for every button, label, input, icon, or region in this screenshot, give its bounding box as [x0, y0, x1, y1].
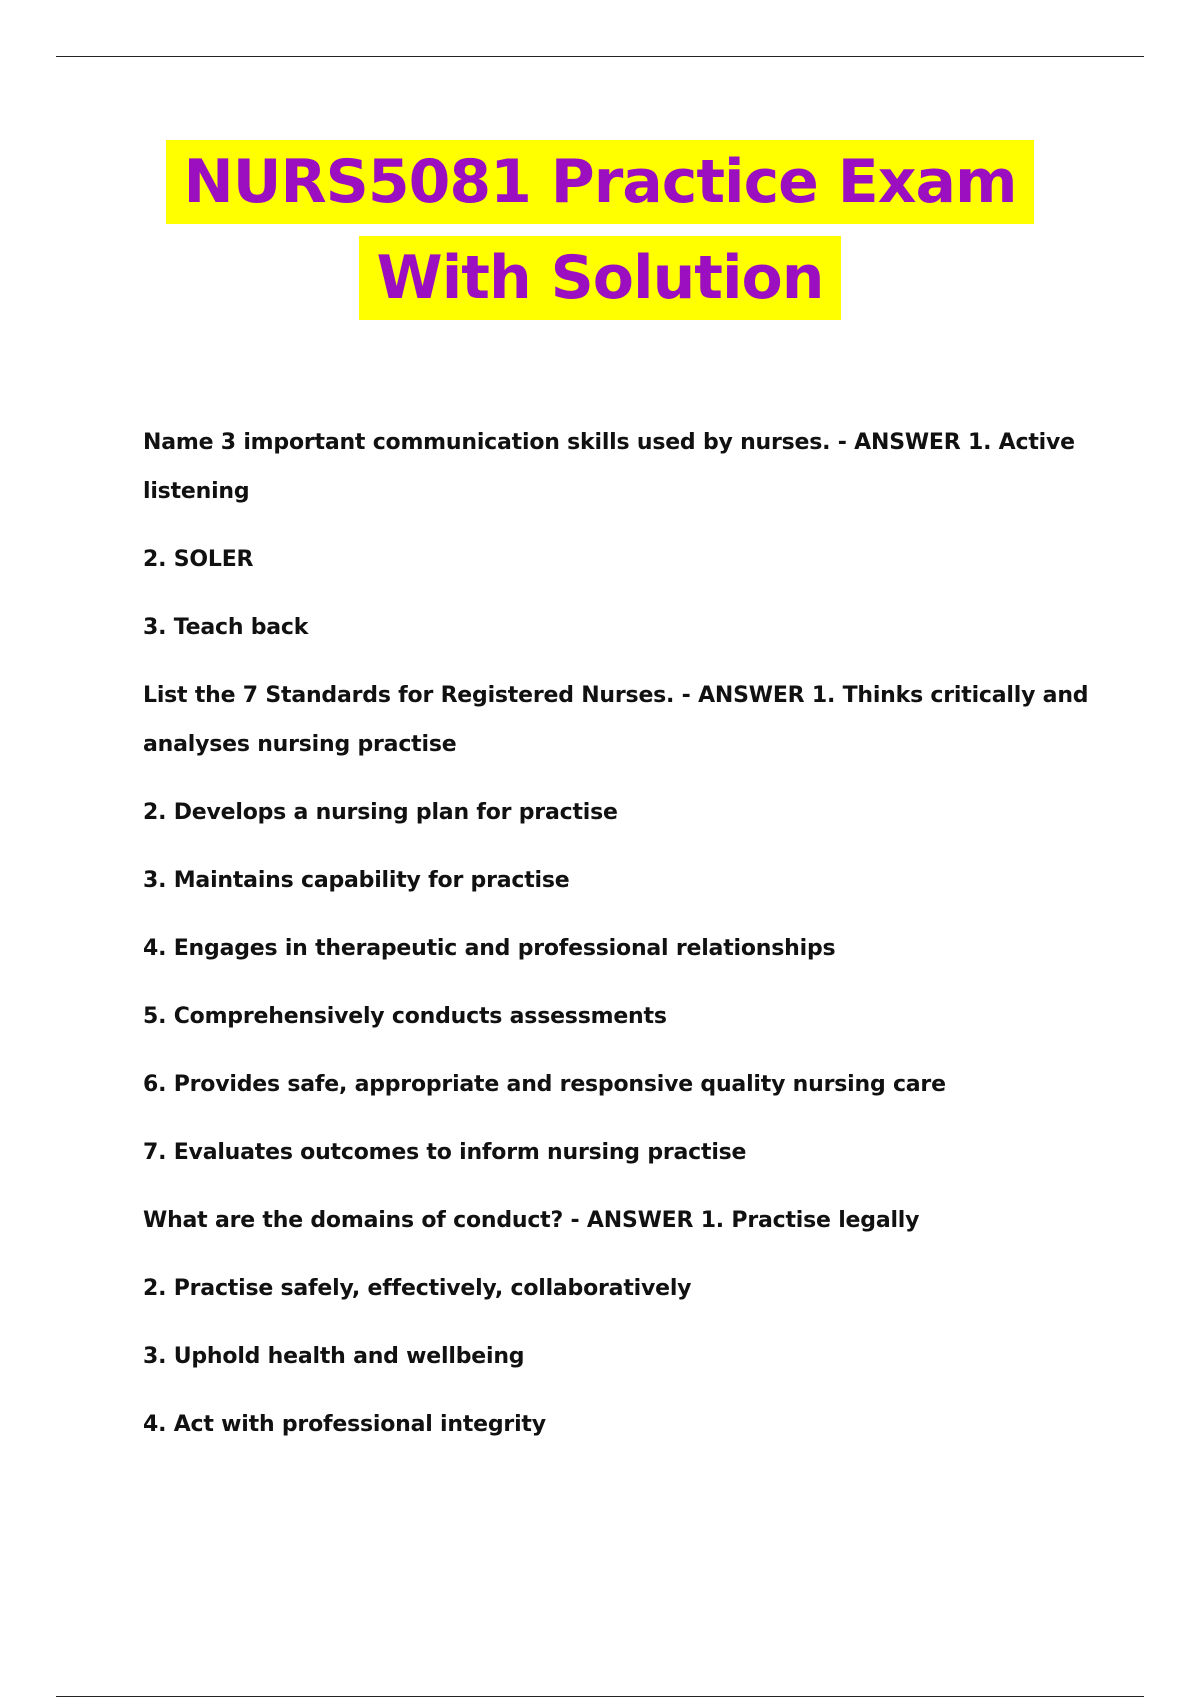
answer-line: 7. Evaluates outcomes to inform nursing practise	[143, 1140, 747, 1165]
document-title	[0, 140, 1200, 320]
answer-line: 2. SOLER	[143, 547, 254, 572]
document-body	[143, 418, 1093, 1468]
answer-line: 2. Practise safely, effectively, collaboratively	[143, 1276, 692, 1301]
answer-line: 4. Act with professional integrity	[143, 1412, 546, 1437]
bottom-divider	[56, 1696, 1144, 1697]
answer-line: 4. Engages in therapeutic and professional relationships	[143, 936, 836, 961]
answer-line: 2. Develops a nursing plan for practise	[143, 800, 618, 825]
answer-line: 6. Provides safe, appropriate and responsive quality nursing care	[143, 1072, 946, 1097]
question-1: Name 3 important communication skills used by nurses. - ANSWER 1. Active listening	[143, 430, 1075, 504]
title-line-1: NURS5081 Practice Exam	[166, 140, 1035, 224]
top-divider	[56, 56, 1144, 57]
answer-line: 3. Uphold health and wellbeing	[143, 1344, 525, 1369]
title-line-2: With Solution	[359, 236, 842, 320]
answer-line: 5. Comprehensively conducts assessments	[143, 1004, 667, 1029]
answer-line: 3. Teach back	[143, 615, 309, 640]
answer-line: 3. Maintains capability for practise	[143, 868, 570, 893]
question-2: List the 7 Standards for Registered Nurses. - ANSWER 1. Thinks critically and analyses nursing practise	[143, 683, 1089, 757]
question-3: What are the domains of conduct? - ANSWER 1. Practise legally	[143, 1208, 920, 1233]
